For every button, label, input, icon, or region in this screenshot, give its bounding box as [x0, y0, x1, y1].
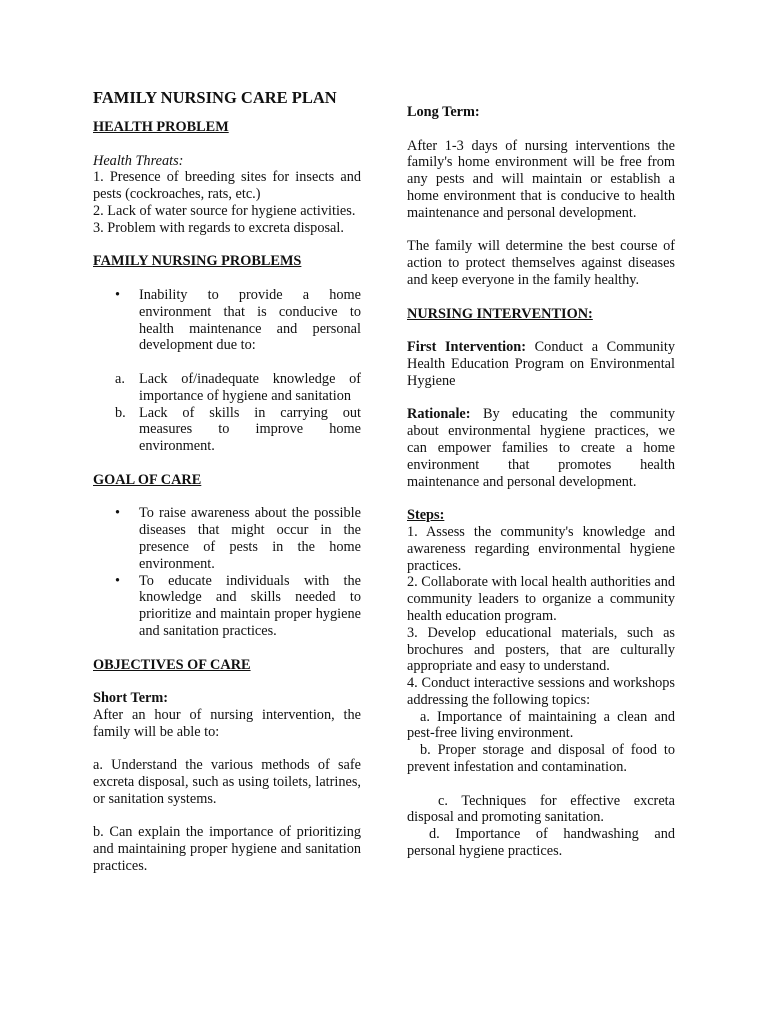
rationale-text: By educating the community about environmental hygiene practices, we can empower families to create a home environment that promotes health maintenance and personal development. — [407, 406, 675, 490]
family-nursing-problems-list — [93, 287, 361, 354]
list-item: • Inability to provide a home environment that is conducive to health maintenance and personal development due to: — [93, 287, 361, 354]
left-column — [93, 88, 361, 875]
list-item: • To educate individuals with the knowledge and skills needed to prioritize and maintain proper hygiene and sanitation practices. — [93, 573, 361, 640]
short-term-objective-b: b. Can explain the importance of prioritizing and maintaining proper hygiene and sanitation practices. — [93, 824, 361, 875]
list-item-text: Lack of skills in carrying out measures to improve home environment. — [139, 404, 361, 455]
nursing-intervention-heading: NURSING INTERVENTION: — [407, 305, 593, 322]
topic-item: d. Importance of handwashing and personal hygiene practices. — [407, 826, 675, 860]
list-item: • To raise awareness about the possible diseases that might occur in the presence of pests in the home environment. — [93, 505, 361, 572]
objectives-of-care-heading: OBJECTIVES OF CARE — [93, 656, 251, 673]
health-threat-item: 1. Presence of breeding sites for insects and pests (cockroaches, rats, etc.) — [93, 169, 361, 203]
family-nursing-problems-heading: FAMILY NURSING PROBLEMS — [93, 253, 302, 270]
long-term-paragraph-2: The family will determine the best course of action to protect themselves against diseases and keep everyone in the family healthy. — [407, 238, 675, 288]
steps-heading: Steps: — [407, 507, 445, 524]
list-item — [93, 405, 361, 455]
goal-of-care-list — [93, 505, 361, 639]
short-term-objective-a: a. Understand the various methods of safe excreta disposal, such as using toilets, latrines, or sanitation systems. — [93, 757, 361, 807]
short-term-label: Short Term: — [93, 690, 169, 707]
topic-item: a. Importance of maintaining a clean and pest-free living environment. — [407, 708, 675, 742]
health-threat-item: 3. Problem with regards to excreta disposal. — [93, 219, 344, 236]
right-column — [407, 104, 675, 860]
first-intervention — [407, 339, 675, 389]
rationale-label: Rationale: — [407, 406, 471, 423]
step-item: 1. Assess the community's knowledge and awareness regarding environmental hygiene practices. — [407, 523, 675, 574]
list-marker: a. — [115, 370, 125, 387]
health-problem-heading: HEALTH PROBLEM — [93, 119, 229, 135]
list-item — [93, 371, 361, 405]
step-item: 4. Conduct interactive sessions and workshops addressing the following topics: — [407, 675, 675, 708]
health-threats-label: Health Threats: — [93, 152, 184, 169]
topic-item: c. Techniques for effective excreta disposal and promoting sanitation. — [407, 792, 675, 826]
topic-item: b. Proper storage and disposal of food to prevent infestation and contamination. — [407, 742, 675, 776]
document-title: FAMILY NURSING CARE PLAN — [93, 88, 337, 107]
first-intervention-label: First Intervention: — [407, 339, 527, 356]
long-term-label: Long Term: — [407, 104, 480, 120]
health-threat-item: 2. Lack of water source for hygiene activities. — [93, 202, 356, 219]
first-intervention-text: Conduct a Community Health Education Program on Environmental Hygiene — [407, 339, 675, 389]
list-item-text: Lack of/inadequate knowledge of importance of hygiene and sanitation — [139, 370, 361, 404]
step-item: 3. Develop educational materials, such as brochures and posters, that are culturally appropriate and easy to understand. — [407, 624, 675, 675]
step-item: 2. Collaborate with local health authorities and community leaders to organize a community health education program. — [407, 574, 675, 624]
short-term-intro: After an hour of nursing intervention, the family will be able to: — [93, 706, 361, 740]
goal-of-care-heading: GOAL OF CARE — [93, 471, 202, 488]
list-marker: b. — [115, 404, 126, 421]
long-term-paragraph-1: After 1-3 days of nursing interventions the family's home environment will be free from any pests and will maintain or establish a home environment that is conducive to health maintenance and personal development. — [407, 137, 675, 221]
problem-causes-list — [93, 371, 361, 455]
rationale — [407, 406, 675, 490]
